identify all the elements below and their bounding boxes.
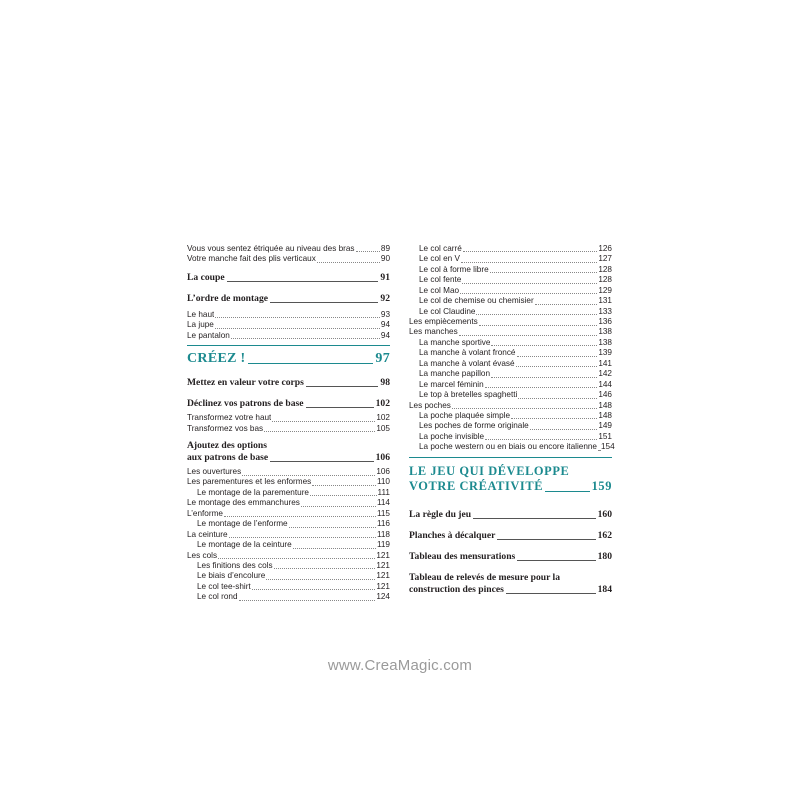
toc-entry: Le top à bretelles spaghetti 146 <box>419 390 612 400</box>
toc-section-jeu: VOTRE CRÉATIVITÉ 159 <box>409 478 612 493</box>
toc-entry: Le pantalon 94 <box>187 330 390 340</box>
toc-entry: Les manches 138 <box>409 327 612 337</box>
toc-entry: Les empiècements 136 <box>409 317 612 327</box>
toc-entry: Le col Mao 129 <box>419 285 612 295</box>
toc-left-column <box>187 244 390 603</box>
toc-entry: Votre manche fait des plis verticaux 90 <box>187 254 390 264</box>
watermark: www.CreaMagic.com <box>327 657 473 674</box>
toc-entry: Le col carré 126 <box>419 243 612 253</box>
toc-entry: La manche papillon 142 <box>419 369 612 379</box>
toc-entry: Le marcel féminin 144 <box>419 379 612 389</box>
toc-section-creez: CRÉEZ ! 97 <box>187 351 390 367</box>
toc-chapter-releves: construction des pinces 184 <box>409 583 612 595</box>
toc-entry: Les cols 121 <box>187 550 390 560</box>
toc-entry: Transformez vos bas 105 <box>187 423 390 433</box>
toc-entry: Les parementures et les enformes 110 <box>187 477 390 487</box>
toc-chapter-ajoutez-line1: Ajoutez des options <box>187 440 267 452</box>
toc-entry: La poche western ou en biais ou encore italienne 154 <box>419 442 615 452</box>
toc-entry: Les finitions des cols 121 <box>197 560 390 570</box>
toc-entry: Le montage des emmanchures 114 <box>187 498 390 508</box>
toc-entry: Le col fente 128 <box>419 275 612 285</box>
toc-entry: Les ouvertures 106 <box>187 467 390 477</box>
toc-entry: Les poches de forme originale 149 <box>419 421 612 431</box>
toc-entry: Le montage de la parementure 111 <box>197 487 390 497</box>
toc-entry: La poche plaquée simple 148 <box>419 410 612 420</box>
toc-entry: Le col à forme libre 128 <box>419 264 612 274</box>
toc-entry: La manche à volant évasé 141 <box>419 358 612 368</box>
toc-entry: Le col de chemise ou chemisier 131 <box>419 296 612 306</box>
toc-entry: Le col tee-shirt 121 <box>197 581 390 591</box>
toc-chapter-tableau: Tableau des mensurations 180 <box>409 550 612 562</box>
toc-entry: L’enforme 115 <box>187 508 390 518</box>
toc-entry: La jupe 94 <box>187 320 390 330</box>
toc-entry: La ceinture 118 <box>187 529 390 539</box>
toc-entry: Le col Claudine 133 <box>419 306 612 316</box>
toc-entry: Le montage de la ceinture 119 <box>197 540 390 550</box>
toc-right-column <box>409 243 615 596</box>
toc-entry: Transformez votre haut 102 <box>187 413 390 423</box>
toc-section-jeu-line1: LE JEU QUI DÉVELOPPE <box>409 463 570 478</box>
toc-entry: Les poches 148 <box>409 400 612 410</box>
toc-entry: Le montage de l’enforme 116 <box>197 519 390 529</box>
toc-entry: Le col rond 124 <box>197 592 390 602</box>
toc-chapter-ordre: L’ordre de montage 92 <box>187 292 390 304</box>
toc-entry: La poche invisible 151 <box>419 431 612 441</box>
toc-entry: Le biais d’encolure 121 <box>197 571 390 581</box>
toc-entry: Vous vous sentez étriquée au niveau des bras 89 <box>187 243 390 253</box>
toc-entry: La manche à volant froncé 139 <box>419 348 612 358</box>
toc-chapter-mettez: Mettez en valeur votre corps 98 <box>187 377 390 389</box>
toc-chapter-releves-line1: Tableau de relevés de mesure pour la <box>409 571 561 583</box>
toc-chapter-declinez: Déclinez vos patrons de base 102 <box>187 398 390 410</box>
toc-entry: La manche sportive 138 <box>419 337 612 347</box>
toc-chapter-ajoutez: aux patrons de base 106 <box>187 452 390 464</box>
toc-chapter-coupe: La coupe 91 <box>187 271 390 283</box>
toc-entry: Le col en V 127 <box>419 254 612 264</box>
toc-chapter-regle: La règle du jeu 160 <box>409 508 612 520</box>
toc-chapter-planches: Planches à décalquer 162 <box>409 529 612 541</box>
toc-entry: Le haut 93 <box>187 309 390 319</box>
